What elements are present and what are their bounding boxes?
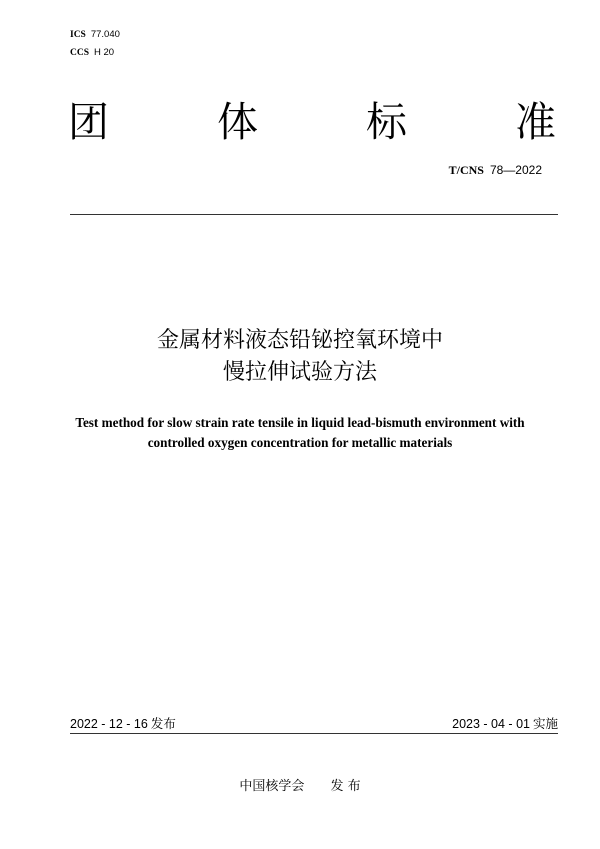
english-title <box>40 413 560 453</box>
publisher <box>0 775 600 794</box>
chinese-title-line-2: 慢拉伸试验方法 <box>222 360 377 385</box>
standard-type-char: 标 <box>366 98 407 146</box>
issue-date-label: 发布 <box>150 716 176 731</box>
english-title-line-2: controlled oxygen concentration for metallic materials <box>147 435 453 450</box>
standard-type-char: 团 <box>68 98 109 146</box>
chinese-title <box>0 325 600 389</box>
issue-date-value: 2022 - 12 - 16 <box>70 717 148 731</box>
implementation-date-label: 实施 <box>532 716 558 731</box>
ics-value: 77.040 <box>90 29 120 40</box>
standard-type-heading <box>68 94 556 150</box>
bottom-divider <box>70 733 558 734</box>
standard-type-char: 体 <box>217 98 258 146</box>
ics-label: ICS <box>70 30 86 40</box>
ccs-code <box>70 44 120 62</box>
classification-codes <box>70 26 120 62</box>
ics-code <box>70 26 120 44</box>
ccs-label: CCS <box>70 48 90 58</box>
standard-number-value: 78—2022 <box>489 163 542 177</box>
issue-date <box>70 714 176 732</box>
implementation-date <box>452 714 558 732</box>
top-divider <box>70 214 558 215</box>
standard-number <box>449 163 542 178</box>
ccs-value: H 20 <box>94 47 115 58</box>
standard-type-char: 准 <box>515 98 556 146</box>
english-title-line-1: Test method for slow strain rate tensile in liquid lead-bismuth environment with <box>75 415 525 430</box>
publisher-name: 中国核学会 <box>239 779 305 794</box>
standard-number-prefix: T/CNS <box>448 163 484 177</box>
implementation-date-value: 2023 - 04 - 01 <box>452 717 530 731</box>
publisher-action: 发 布 <box>330 779 361 794</box>
chinese-title-line-1: 金属材料液态铅铋控氧环境中 <box>156 328 443 353</box>
